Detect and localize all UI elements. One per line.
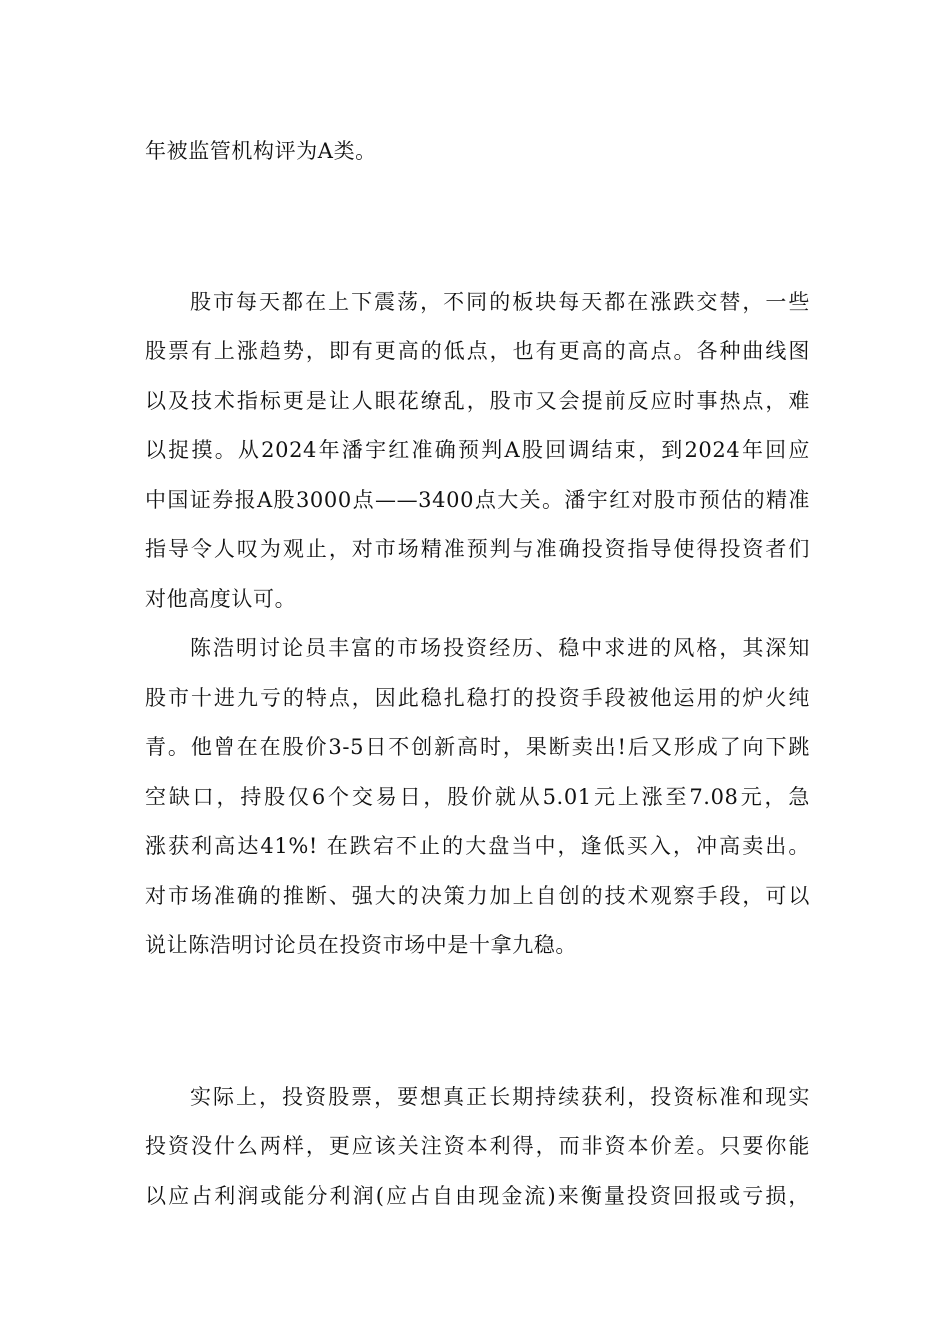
paragraph-line: 股市十进九亏的特点，因此稳扎稳打的投资手段被他运用的炉火纯 [145, 686, 810, 710]
paragraph-line: 陈浩明讨论员丰富的市场投资经历、稳中求进的风格，其深知 [190, 636, 810, 660]
paragraph-line: 以捉摸。从2024年潘宇红准确预判A股回调结束，到2024年回应 [145, 438, 810, 462]
paragraph-line: 年被监管机构评为A类。 [145, 139, 377, 163]
paragraph-line: 股票有上涨趋势，即有更高的低点，也有更高的高点。各种曲线图 [145, 339, 810, 363]
paragraph-line: 实际上，投资股票，要想真正长期持续获利，投资标准和现实 [190, 1085, 810, 1109]
paragraph-line: 对他高度认可。 [145, 587, 297, 611]
paragraph-line: 以及技术指标更是让人眼花缭乱，股市又会提前反应时事热点，难 [145, 389, 810, 413]
paragraph-line: 指导令人叹为观止，对市场精准预判与准确投资指导使得投资者们 [145, 537, 810, 561]
paragraph-line: 对市场准确的推断、强大的决策力加上自创的技术观察手段，可以 [145, 884, 810, 908]
paragraph-line: 青。他曾在在股价3-5日不创新高时，果断卖出!后又形成了向下跳 [145, 735, 810, 759]
paragraph-line: 说让陈浩明讨论员在投资市场中是十拿九稳。 [145, 933, 577, 957]
paragraph-line: 以应占利润或能分利润(应占自由现金流)来衡量投资回报或亏损， [145, 1184, 810, 1208]
paragraph-line: 空缺口，持股仅6个交易日，股价就从5.01元上涨至7.08元，急 [145, 785, 810, 809]
paragraph-line: 投资没什么两样，更应该关注资本利得，而非资本价差。只要你能 [145, 1134, 810, 1158]
paragraph-line: 股市每天都在上下震荡，不同的板块每天都在涨跌交替，一些 [190, 290, 810, 314]
paragraph-line: 涨获利高达41%! 在跌宕不止的大盘当中，逢低买入，冲高卖出。 [145, 834, 810, 858]
paragraph-line: 中国证券报A股3000点——3400点大关。潘宇红对股市预估的精准 [145, 488, 810, 512]
